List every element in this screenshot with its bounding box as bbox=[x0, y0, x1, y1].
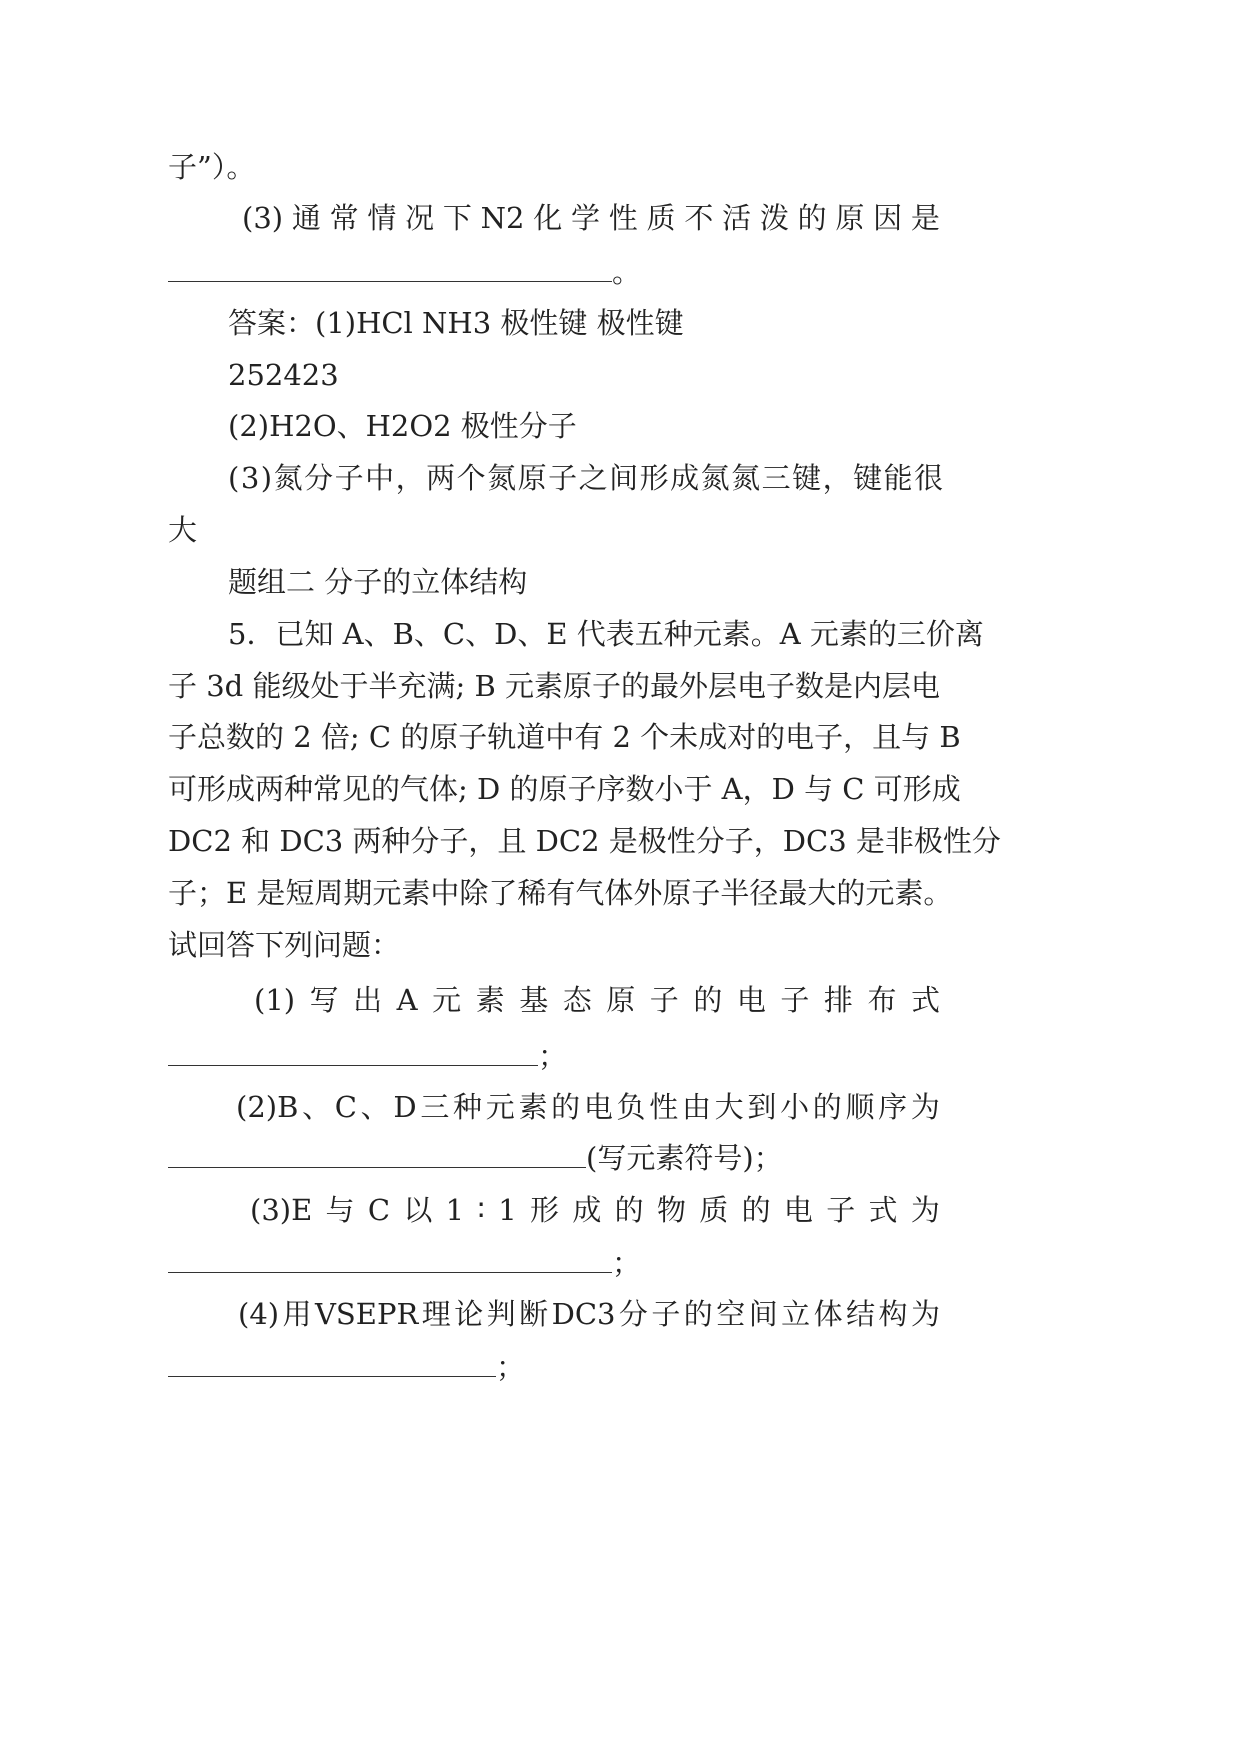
char: 活 bbox=[722, 201, 752, 235]
char: VSEPR bbox=[314, 1297, 419, 1331]
char: 子 bbox=[826, 1193, 856, 1227]
answer-blank-line bbox=[168, 1243, 641, 1283]
char: (2)B bbox=[236, 1090, 299, 1124]
char: (4) bbox=[238, 1297, 280, 1331]
char: 为 bbox=[910, 1090, 940, 1124]
char: 电 bbox=[783, 1193, 813, 1227]
subquestion-4-prompt bbox=[238, 1294, 940, 1334]
char: ∶ bbox=[477, 1193, 485, 1227]
text-segment: 试回答下列问题： bbox=[168, 928, 401, 962]
subquestion-2-prompt bbox=[236, 1087, 940, 1127]
char: C bbox=[334, 1090, 357, 1124]
char: 素 bbox=[475, 983, 505, 1017]
question-5-line bbox=[168, 666, 940, 706]
char: 用 bbox=[282, 1297, 312, 1331]
char: 子 bbox=[649, 983, 679, 1017]
char: 成 bbox=[572, 1193, 602, 1227]
char: 负 bbox=[616, 1090, 646, 1124]
text-segment: 5．已知 A、B、C、D、E 代表五种元素。A 元素的三价离 bbox=[228, 617, 984, 651]
text-segment: 252423 bbox=[228, 358, 339, 392]
char: 子 bbox=[651, 1297, 681, 1331]
question-3-prompt bbox=[242, 198, 940, 238]
answer-blank[interactable] bbox=[168, 261, 612, 282]
char: 的 bbox=[693, 983, 723, 1017]
char: 式 bbox=[910, 983, 940, 1017]
text-segment: (2)H2O、H2O2 极性分子 bbox=[228, 409, 577, 443]
text-segment: ； bbox=[612, 1246, 642, 1280]
char: 顺 bbox=[845, 1090, 875, 1124]
char: 写 bbox=[309, 983, 339, 1017]
char: (3) bbox=[242, 201, 284, 235]
char: 下 bbox=[442, 201, 472, 235]
text-line bbox=[168, 510, 197, 550]
char: 空 bbox=[716, 1297, 746, 1331]
char: 质 bbox=[699, 1193, 729, 1227]
question-5-line bbox=[168, 717, 961, 757]
char: 原 bbox=[606, 983, 636, 1017]
char: 电 bbox=[736, 983, 766, 1017]
char: 分 bbox=[618, 1297, 648, 1331]
text-segment: 。 bbox=[612, 255, 642, 289]
text-segment: 大 bbox=[168, 513, 198, 547]
text-line bbox=[228, 355, 339, 395]
char: 元 bbox=[485, 1090, 515, 1124]
char: 排 bbox=[823, 983, 853, 1017]
char: 态 bbox=[562, 983, 592, 1017]
char: 基 bbox=[519, 983, 549, 1017]
char: 种 bbox=[453, 1090, 483, 1124]
answer-blank-line bbox=[168, 1036, 567, 1076]
char: 电 bbox=[583, 1090, 613, 1124]
answer-blank-line bbox=[168, 1347, 525, 1387]
text-segment: 子”）。 bbox=[168, 150, 256, 184]
char: 断 bbox=[519, 1297, 549, 1331]
question-5-line bbox=[168, 873, 952, 913]
text-segment: DC2 和 DC3 两种分子，且 DC2 是极性分子，DC3 是非极性分 bbox=[168, 824, 1001, 858]
text-line bbox=[228, 458, 945, 498]
text-segment: 答案：(1)HCl NH3 极性键 极性键 bbox=[228, 306, 684, 340]
answer-blank-line bbox=[168, 1138, 783, 1178]
char: 的 bbox=[797, 201, 827, 235]
char: 1 bbox=[498, 1193, 517, 1227]
text-segment: 可形成两种常见的气体; D 的原子序数小于 A，D 与 C 可形成 bbox=[168, 772, 961, 806]
char: 素 bbox=[518, 1090, 548, 1124]
char: 通 bbox=[291, 201, 321, 235]
char: 布 bbox=[867, 983, 897, 1017]
text-line bbox=[168, 147, 255, 187]
char: C bbox=[367, 1193, 391, 1227]
char: 的 bbox=[683, 1297, 713, 1331]
char: 情 bbox=[367, 201, 397, 235]
char: 元 bbox=[432, 983, 462, 1017]
text-segment: 子；E 是短周期元素中除了稀有气体外原子半径最大的元素。 bbox=[168, 876, 953, 910]
question-5-line bbox=[228, 614, 984, 654]
char: 与 bbox=[325, 1193, 355, 1227]
text-segment: (写元素符号)； bbox=[586, 1141, 783, 1175]
char: 序 bbox=[878, 1090, 908, 1124]
char: 性 bbox=[608, 201, 638, 235]
char: 式 bbox=[868, 1193, 898, 1227]
char: 不 bbox=[684, 201, 714, 235]
char: 质 bbox=[646, 201, 676, 235]
char: 物 bbox=[656, 1193, 686, 1227]
char: 体 bbox=[813, 1297, 843, 1331]
answer-blank[interactable] bbox=[168, 1252, 612, 1273]
text-segment: ； bbox=[496, 1350, 526, 1384]
char: 出 bbox=[353, 983, 383, 1017]
answer-blank[interactable] bbox=[168, 1045, 538, 1066]
char: 的 bbox=[812, 1090, 842, 1124]
char: 为 bbox=[910, 1297, 940, 1331]
char: 理 bbox=[421, 1297, 451, 1331]
answer-line bbox=[228, 303, 684, 343]
char: 的 bbox=[551, 1090, 581, 1124]
char: 形 bbox=[530, 1193, 560, 1227]
char: 泼 bbox=[759, 201, 789, 235]
section-heading bbox=[228, 562, 527, 602]
char: 原 bbox=[835, 201, 865, 235]
char: 构 bbox=[878, 1297, 908, 1331]
answer-blank-line bbox=[168, 252, 641, 292]
text-segment: 子总数的 2 倍; C 的原子轨道中有 2 个未成对的电子，且与 B bbox=[168, 720, 961, 754]
char: 由 bbox=[681, 1090, 711, 1124]
char: 、 bbox=[302, 1090, 332, 1124]
text-line bbox=[228, 406, 577, 446]
subquestion-3-prompt bbox=[250, 1190, 940, 1230]
char: 化 bbox=[533, 201, 563, 235]
char: 小 bbox=[780, 1090, 810, 1124]
char: 1 bbox=[445, 1193, 465, 1227]
char: D bbox=[393, 1090, 417, 1124]
text-segment: 题组二 分子的立体结构 bbox=[228, 565, 528, 599]
text-segment: (3)氮分子中，两个氮原子之间形成氮氮三键，键能很 bbox=[228, 461, 945, 495]
char: DC3 bbox=[551, 1297, 616, 1331]
char: 常 bbox=[329, 201, 359, 235]
char: 结 bbox=[846, 1297, 876, 1331]
char: 间 bbox=[748, 1297, 778, 1331]
char: 因 bbox=[873, 201, 903, 235]
char: 三 bbox=[420, 1090, 450, 1124]
answer-blank[interactable] bbox=[168, 1356, 496, 1377]
question-5-line bbox=[168, 925, 400, 965]
text-segment: ； bbox=[538, 1039, 568, 1073]
char: 判 bbox=[486, 1297, 516, 1331]
char: 学 bbox=[571, 201, 601, 235]
char: 况 bbox=[405, 201, 435, 235]
question-5-line bbox=[168, 821, 1001, 861]
char: (3)E bbox=[250, 1193, 313, 1227]
answer-blank[interactable] bbox=[168, 1147, 586, 1168]
char: 子 bbox=[780, 983, 810, 1017]
char: 以 bbox=[403, 1193, 433, 1227]
char: 大 bbox=[714, 1090, 744, 1124]
char: 为 bbox=[910, 1193, 940, 1227]
char: 、 bbox=[360, 1090, 390, 1124]
subquestion-1-prompt bbox=[254, 980, 940, 1020]
char: 论 bbox=[454, 1297, 484, 1331]
char: 到 bbox=[747, 1090, 777, 1124]
char: N2 bbox=[480, 201, 525, 235]
text-segment: 子 3d 能级处于半充满; B 元素原子的最外层电子数是内层电 bbox=[168, 669, 940, 703]
char: (1) bbox=[254, 983, 296, 1017]
char: 立 bbox=[781, 1297, 811, 1331]
char: 是 bbox=[910, 201, 940, 235]
char: 性 bbox=[649, 1090, 679, 1124]
char: A bbox=[396, 983, 418, 1017]
question-5-line bbox=[168, 769, 961, 809]
char: 的 bbox=[741, 1193, 771, 1227]
char: 的 bbox=[614, 1193, 644, 1227]
